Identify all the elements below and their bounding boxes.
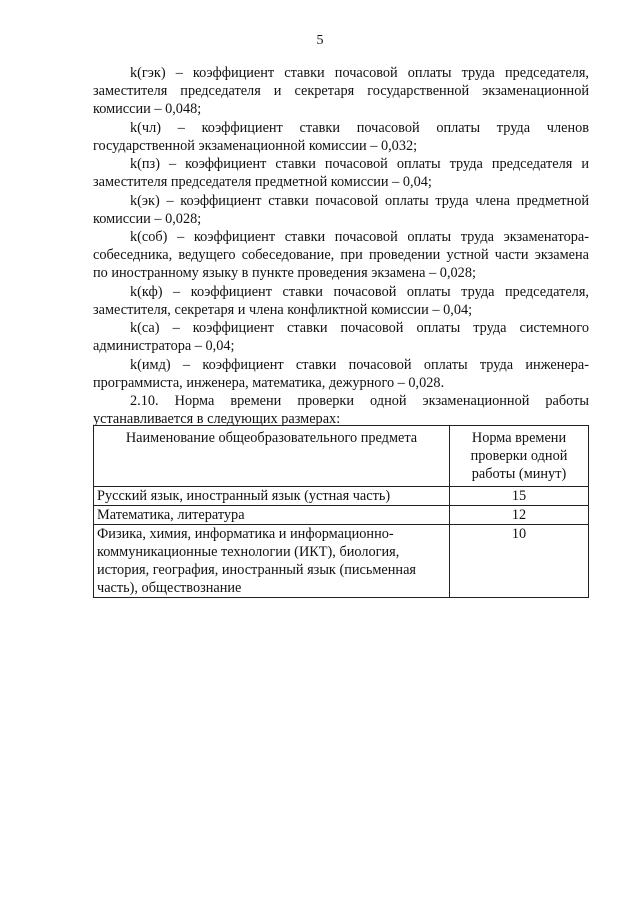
page-number: 5 [316, 33, 324, 48]
header-norm: Норма времени проверки одной работы (минут) [450, 426, 589, 487]
header-subject: Наименование общеобразовательного предмета [94, 426, 450, 487]
norms-table-container [93, 425, 589, 598]
coefficient-kf: k(кф) – коэффициент ставки почасовой оплаты труда председателя, заместителя, секретаря и члена конфликтной комиссии – 0,04; [93, 283, 589, 318]
coefficient-sa: k(са) – коэффициент ставки почасовой оплаты труда системного администратора – 0,04; [93, 320, 589, 354]
row-norm: 12 [450, 506, 589, 525]
table-row [94, 525, 589, 598]
coefficient-pz: k(пз) – коэффициент ставки почасовой оплаты труда председателя и заместителя председателя предметной комиссии – 0,04; [93, 156, 589, 190]
row-subject: Физика, химия, информатика и информационно-коммуникационные технологии (ИКТ), биология, история, география, иностранный язык (письменная часть), обществознание [94, 525, 450, 598]
coefficient-sob: k(соб) – коэффициент ставки почасовой оплаты труда экзаменатора-собеседника, ведущего собеседование, при проведении устной части экзамена по иностранному языку в пункте проведения экзамена – 0,028; [93, 229, 589, 281]
table-header-row [94, 426, 589, 487]
section-2-10: 2.10. Норма времени проверки одной экзаменационной работы устанавливается в следующих размерах: [93, 393, 589, 427]
norms-table [93, 425, 589, 598]
coefficient-ek: k(эк) – коэффициент ставки почасовой оплаты труда члена предметной комиссии – 0,028; [93, 192, 589, 227]
row-subject: Русский язык, иностранный язык (устная часть) [94, 487, 450, 506]
coefficient-gek: k(гэк) – коэффициент ставки почасовой оплаты труда председателя, заместителя председателя и секретаря государственной экзаменационной комиссии – 0,048; [93, 65, 589, 117]
coefficient-imd: k(имд) – коэффициент ставки почасовой оплаты труда инженера-программиста, инженера, математика, дежурного – 0,028. [93, 356, 589, 391]
row-norm: 15 [450, 487, 589, 506]
table-row [94, 506, 589, 525]
document-body [93, 64, 589, 429]
table-row [94, 487, 589, 506]
coefficient-chl: k(чл) – коэффициент ставки почасовой оплаты труда членов государственной экзаменационной комиссии – 0,032; [93, 119, 589, 154]
row-subject: Математика, литература [94, 506, 450, 525]
row-norm: 10 [450, 525, 589, 598]
